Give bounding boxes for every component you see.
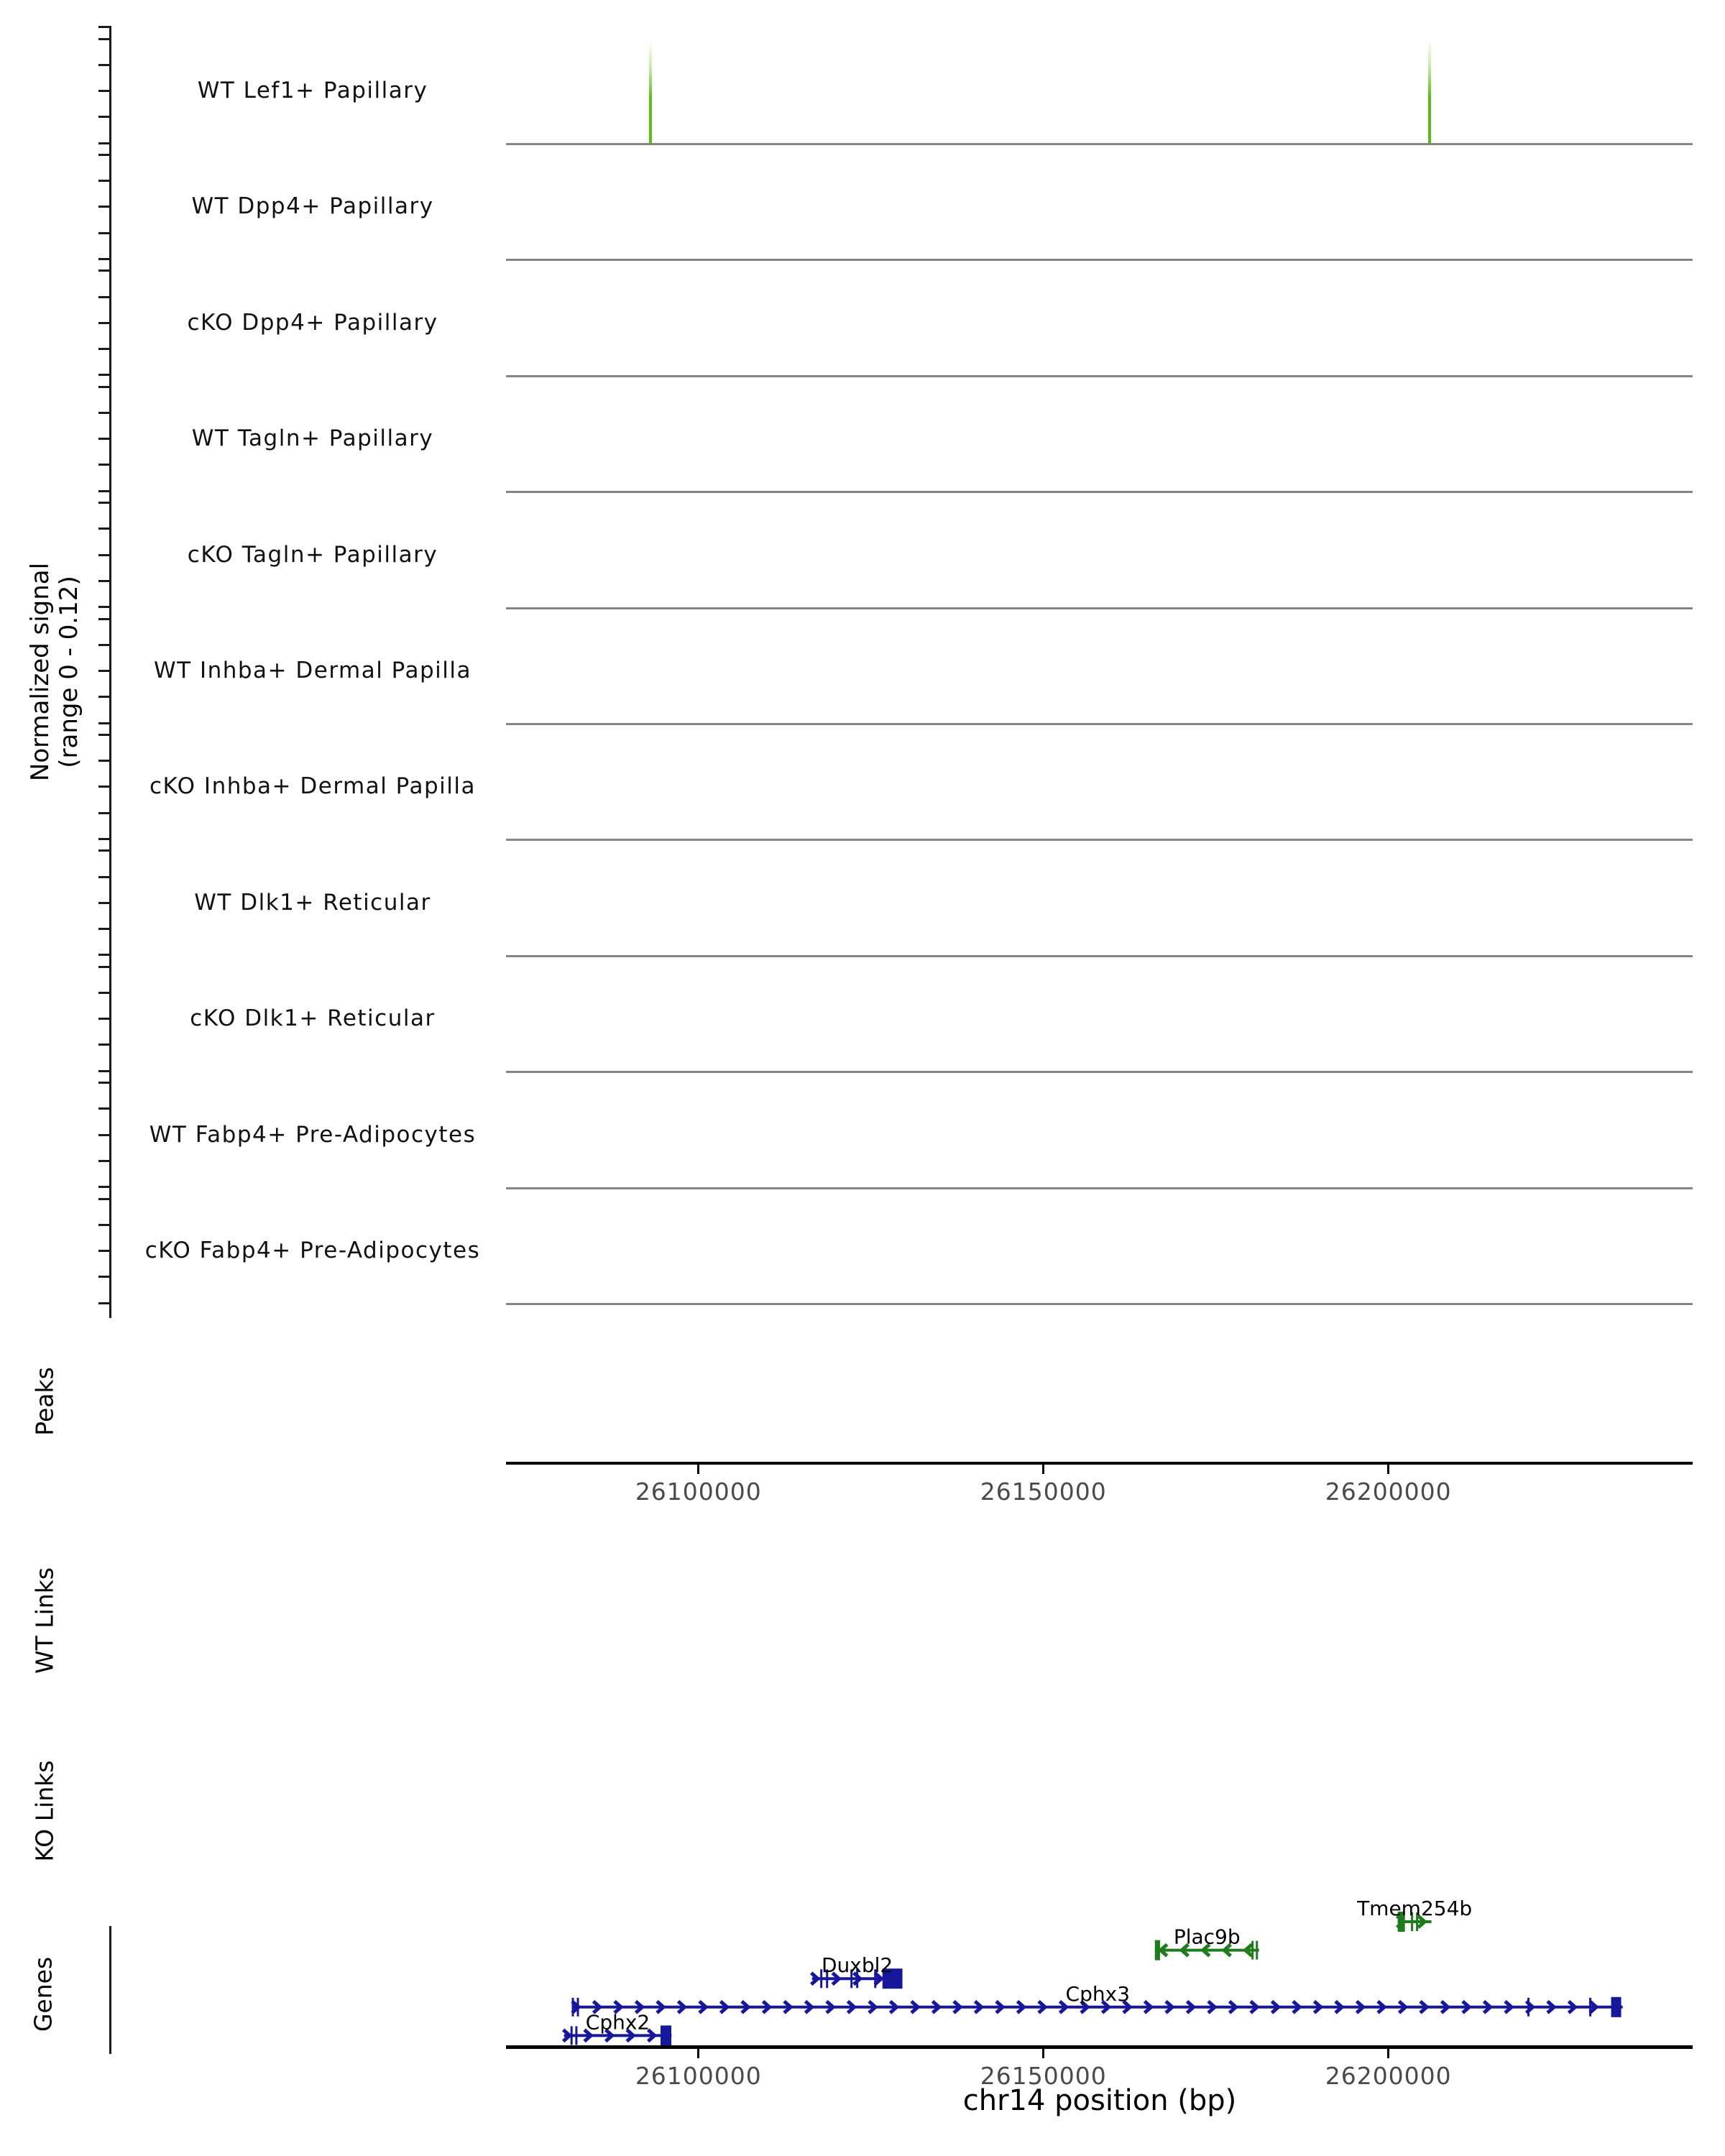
signal-y-axis-title-line2: (range 0 - 0.12) xyxy=(55,576,83,768)
track-label: cKO Tagln+ Papillary xyxy=(187,541,438,568)
track-label: WT Tagln+ Papillary xyxy=(191,425,434,452)
signal-y-axis-tick xyxy=(98,618,109,620)
gene-label: Tmem254b xyxy=(1357,1897,1473,1920)
signal-y-axis-tick xyxy=(98,232,109,234)
track-baseline xyxy=(506,491,1693,493)
gene-label: Duxbl2 xyxy=(822,1953,893,1978)
signal-y-axis-tick xyxy=(98,1302,109,1304)
genome-x-axis-tick-label: 26200000 xyxy=(1325,2062,1452,2090)
gene-exon-box xyxy=(1611,1997,1622,2017)
signal-y-axis-tick xyxy=(98,374,109,376)
track-baseline xyxy=(506,1303,1693,1305)
signal-y-axis-tick xyxy=(98,966,109,968)
peaks-axis-tick xyxy=(1042,1465,1044,1474)
signal-y-axis-tick xyxy=(98,154,109,156)
track-baseline xyxy=(506,607,1693,609)
track-baseline xyxy=(506,839,1693,841)
genes-section-label: Genes xyxy=(29,1956,58,2032)
signal-y-axis-tick xyxy=(98,502,109,504)
signal-peak-spike xyxy=(649,43,652,143)
signal-y-axis-tick xyxy=(98,1070,109,1072)
signal-y-axis-tick xyxy=(98,490,109,492)
track-baseline xyxy=(506,259,1693,261)
signal-y-axis-tick xyxy=(98,1044,109,1046)
genome-x-axis-title: chr14 position (bp) xyxy=(962,2084,1237,2117)
signal-y-axis-tick xyxy=(98,838,109,840)
signal-y-axis-tick xyxy=(98,348,109,350)
signal-y-axis-tick xyxy=(98,38,109,40)
signal-y-axis-tick xyxy=(98,1160,109,1162)
signal-y-axis-tick xyxy=(98,1276,109,1278)
genome-x-axis-tick xyxy=(697,2049,699,2058)
signal-y-axis-title xyxy=(26,563,83,781)
gene-exon-box xyxy=(661,2025,671,2045)
signal-y-axis-tick xyxy=(98,644,109,646)
signal-y-axis-tick xyxy=(98,142,109,144)
signal-y-axis-tick xyxy=(98,812,109,814)
signal-y-axis-tick xyxy=(98,64,109,66)
signal-y-axis-tick xyxy=(98,180,109,182)
track-label: cKO Fabp4+ Pre-Adipocytes xyxy=(144,1238,481,1263)
track-label: cKO Dlk1+ Reticular xyxy=(190,1005,436,1032)
peaks-axis-tick-label: 26150000 xyxy=(980,1478,1107,1506)
signal-y-axis-tick xyxy=(98,270,109,272)
peaks-axis-line xyxy=(506,1462,1693,1465)
genes-track-canvas xyxy=(0,1869,1725,2106)
signal-y-axis-tick xyxy=(98,992,109,994)
genome-x-axis-line xyxy=(506,2045,1693,2049)
signal-y-axis-tick xyxy=(98,464,109,466)
signal-y-axis-tick xyxy=(98,954,109,956)
signal-y-axis-tick xyxy=(98,606,109,608)
track-label: WT Dpp4+ Papillary xyxy=(191,193,434,220)
signal-y-axis-tick xyxy=(98,734,109,736)
peaks-axis-tick xyxy=(1387,1465,1389,1474)
gene-label: Cphx3 xyxy=(1065,1981,1131,2006)
genome-x-axis-tick-label: 26100000 xyxy=(635,2062,762,2090)
signal-y-axis-tick xyxy=(98,1198,109,1200)
signal-y-axis-tick xyxy=(98,258,109,260)
gene-label: Plac9b xyxy=(1173,1925,1241,1949)
wt-links-section-label: WT Links xyxy=(30,1567,59,1674)
signal-y-axis-tick xyxy=(98,296,109,298)
signal-y-axis-tick xyxy=(98,528,109,530)
signal-y-axis-tick xyxy=(98,849,109,852)
signal-y-axis-tick xyxy=(98,1224,109,1226)
peaks-axis-tick-label: 26200000 xyxy=(1325,1478,1452,1506)
track-baseline xyxy=(506,143,1693,145)
genome-x-axis-tick xyxy=(1042,2049,1044,2058)
track-label: WT Inhba+ Dermal Papilla xyxy=(154,658,472,683)
track-baseline xyxy=(506,723,1693,725)
signal-y-axis-tick xyxy=(98,760,109,762)
gene-exon-box xyxy=(1155,1940,1160,1961)
gene-label: Cphx2 xyxy=(585,2010,650,2035)
signal-y-axis-tick xyxy=(98,1186,109,1188)
track-baseline xyxy=(506,1187,1693,1189)
peaks-axis-tick-label: 26100000 xyxy=(635,1478,762,1506)
signal-y-axis-tick xyxy=(98,928,109,930)
signal-y-axis-tick xyxy=(98,412,109,414)
track-baseline xyxy=(506,375,1693,377)
track-label: WT Lef1+ Papillary xyxy=(197,78,428,103)
track-label: cKO Inhba+ Dermal Papilla xyxy=(150,773,476,800)
genome-x-axis-tick xyxy=(1387,2049,1389,2058)
signal-y-axis-tick xyxy=(98,580,109,582)
track-baseline xyxy=(506,955,1693,957)
signal-peak-spike xyxy=(1428,42,1431,143)
genome-x-axis-tick-label: 26150000 xyxy=(980,2062,1107,2090)
signal-y-axis-tick xyxy=(98,1107,109,1110)
track-baseline xyxy=(506,1071,1693,1073)
track-label: WT Dlk1+ Reticular xyxy=(194,889,431,916)
signal-y-axis-tick xyxy=(98,1082,109,1084)
signal-y-axis-tick xyxy=(98,722,109,724)
peaks-section-label: Peaks xyxy=(30,1367,59,1436)
signal-y-axis-tick xyxy=(98,26,109,28)
track-label: WT Fabp4+ Pre-Adipocytes xyxy=(149,1121,477,1148)
signal-y-axis-tick xyxy=(98,696,109,698)
signal-y-axis-tick xyxy=(98,116,109,118)
peaks-axis-tick xyxy=(697,1465,699,1474)
ko-links-section-label: KO Links xyxy=(30,1760,59,1862)
signal-y-axis-title-line1: Normalized signal xyxy=(25,562,55,782)
signal-y-axis-tick xyxy=(98,876,109,878)
signal-y-axis-tick xyxy=(98,386,109,388)
track-label: cKO Dpp4+ Papillary xyxy=(187,309,438,336)
